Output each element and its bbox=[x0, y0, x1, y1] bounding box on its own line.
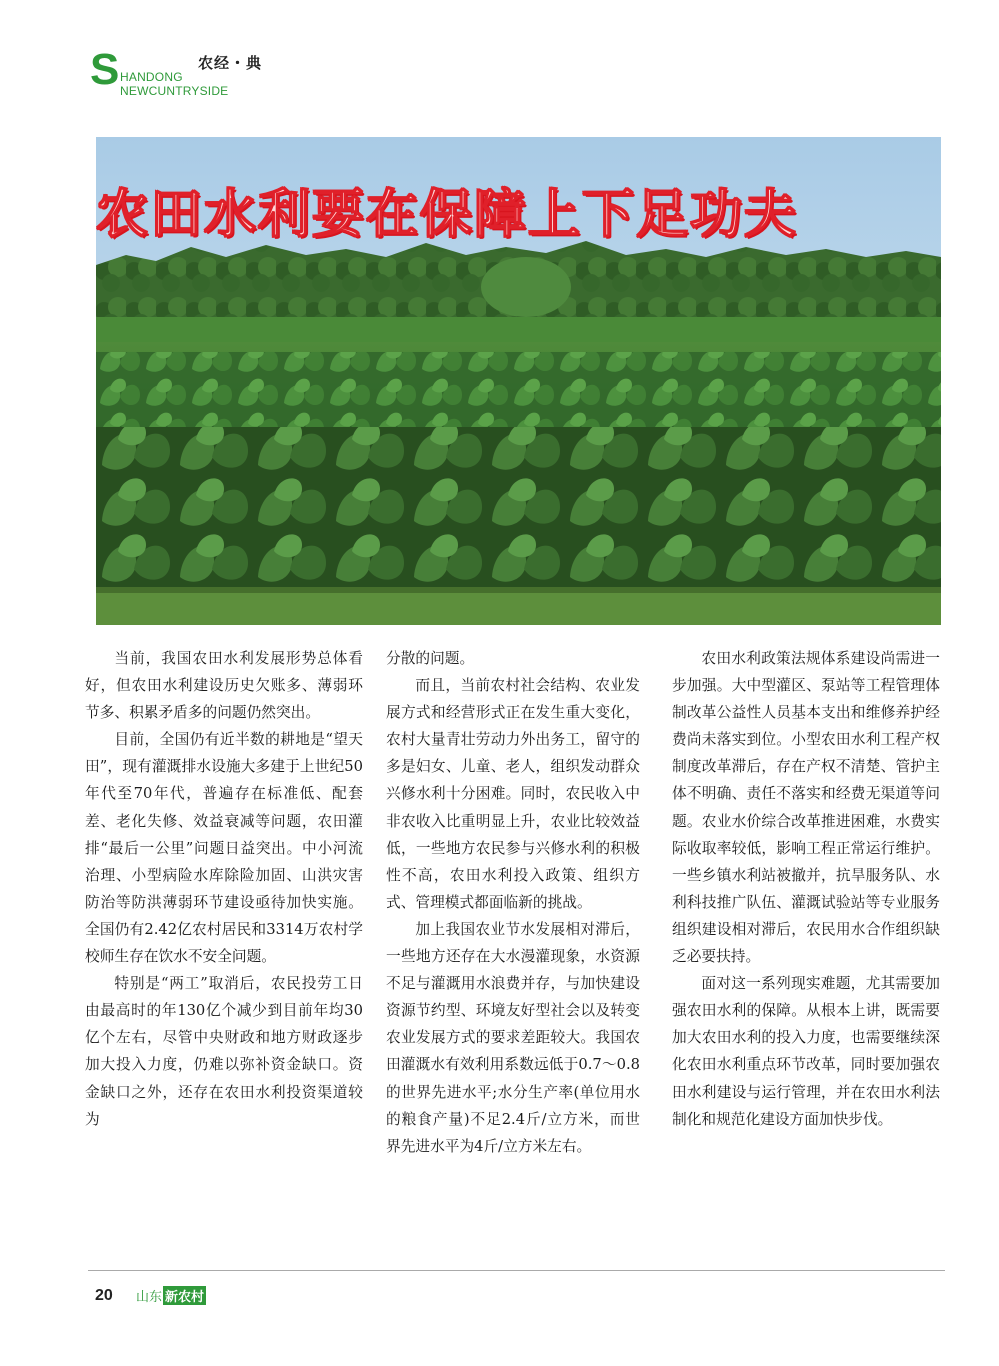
page-number: 20 bbox=[95, 1287, 113, 1304]
paragraph: 目前，全国仍有近半数的耕地是“望天田”，现有灌溉排水设施大多建于上世纪50年代至70年代，普遍存在标准低、配套差、老化失修、效益衰减等问题，农田灌排“最后一公里”问题日益突出。中小河流治理、小型病险水库除险加固、山洪灾害防治等防洪薄弱环节建设亟待加快实施。全国仍有2.42亿农村居民和3314万农村学校师生存在饮水不安全问题。 bbox=[85, 731, 363, 966]
article-column-3 bbox=[672, 645, 940, 1133]
magazine-footer-logo bbox=[136, 1286, 206, 1305]
section-label: 农经・典 bbox=[198, 54, 263, 72]
paragraph: 加上我国农业节水发展相对滞后，一些地方还存在大水漫灌现象，水资源不足与灌溉用水浪费并存，与加快建设资源节约型、环境友好型社会以及转变农业发展方式的要求差距较大。我国农田灌溉水有效利用系数远低于0.7～0.8的世界先进水平;水分生产率(单位用水的粮食产量)不足2.4斤/立方米，而世界先进水平为4斤/立方米左右。 bbox=[386, 920, 640, 1155]
footer-logo-prefix: 山东 bbox=[136, 1290, 163, 1305]
article-title: 农田水利要在保障上下足功夫 bbox=[96, 185, 799, 245]
magazine-brand bbox=[90, 45, 290, 98]
brand-subtitle: HANDONG NEWCUNTRYSIDE bbox=[120, 70, 229, 98]
paragraph-continuation: 分散的问题。 bbox=[386, 650, 475, 667]
paragraph: 当前，我国农田水利发展形势总体看好，但农田水利建设历史欠账多、薄弱环节多、积累矛盾多的问题仍然突出。 bbox=[85, 650, 363, 722]
article-column-1 bbox=[85, 645, 363, 1133]
paragraph: 而且，当前农村社会结构、农业发展方式和经营形式正在发生重大变化，农村大量青壮劳动力外出务工，留守的多是妇女、儿童、老人，组织发动群众兴修水利十分困难。同时，农民收入中非农收入比重明显上升，农业比较效益低，一些地方农民参与兴修水利的积极性不高，农田水利投入政策、组织方式、管理模式都面临新的挑战。 bbox=[386, 677, 640, 911]
footer-logo-boxed: 新农村 bbox=[163, 1286, 206, 1305]
paragraph: 面对这一系列现实难题，尤其需要加强农田水利的保障。从根本上讲，既需要加大农田水利的投入力度，也需要继续深化农田水利重点环节改革，同时要加强农田水利建设与运行管理，并在农田水利法制化和规范化建设方面加快步伐。 bbox=[672, 975, 940, 1128]
paragraph: 农田水利政策法规体系建设尚需进一步加强。大中型灌区、泵站等工程管理体制改革公益性人员基本支出和维修养护经费尚未落实到位。小型农田水利工程产权制度改革滞后，存在产权不清楚、管护主体不明确、责任不落实和经费无渠道等问题。农业水价综合改革推进困难，水费实际收取率较低，影响工程正常运行维护。一些乡镇水利站被撤并，抗旱服务队、水利科技推广队伍、灌溉试验站等专业服务组织建设相对滞后，农民用水合作组织缺乏必要扶持。 bbox=[672, 650, 940, 966]
paragraph: 特别是“两工”取消后，农民投劳工日由最高时的年130亿个减少到目前年均30亿个左右，尽管中央财政和地方财政逐步加大投入力度，仍难以弥补资金缺口。资金缺口之外，还存在农田水利投资渠道较为 bbox=[85, 975, 363, 1128]
brand-logo-letter: S bbox=[90, 45, 120, 94]
article-column-2 bbox=[386, 645, 640, 1160]
hero-photo bbox=[96, 137, 941, 625]
footer-divider bbox=[88, 1270, 945, 1271]
